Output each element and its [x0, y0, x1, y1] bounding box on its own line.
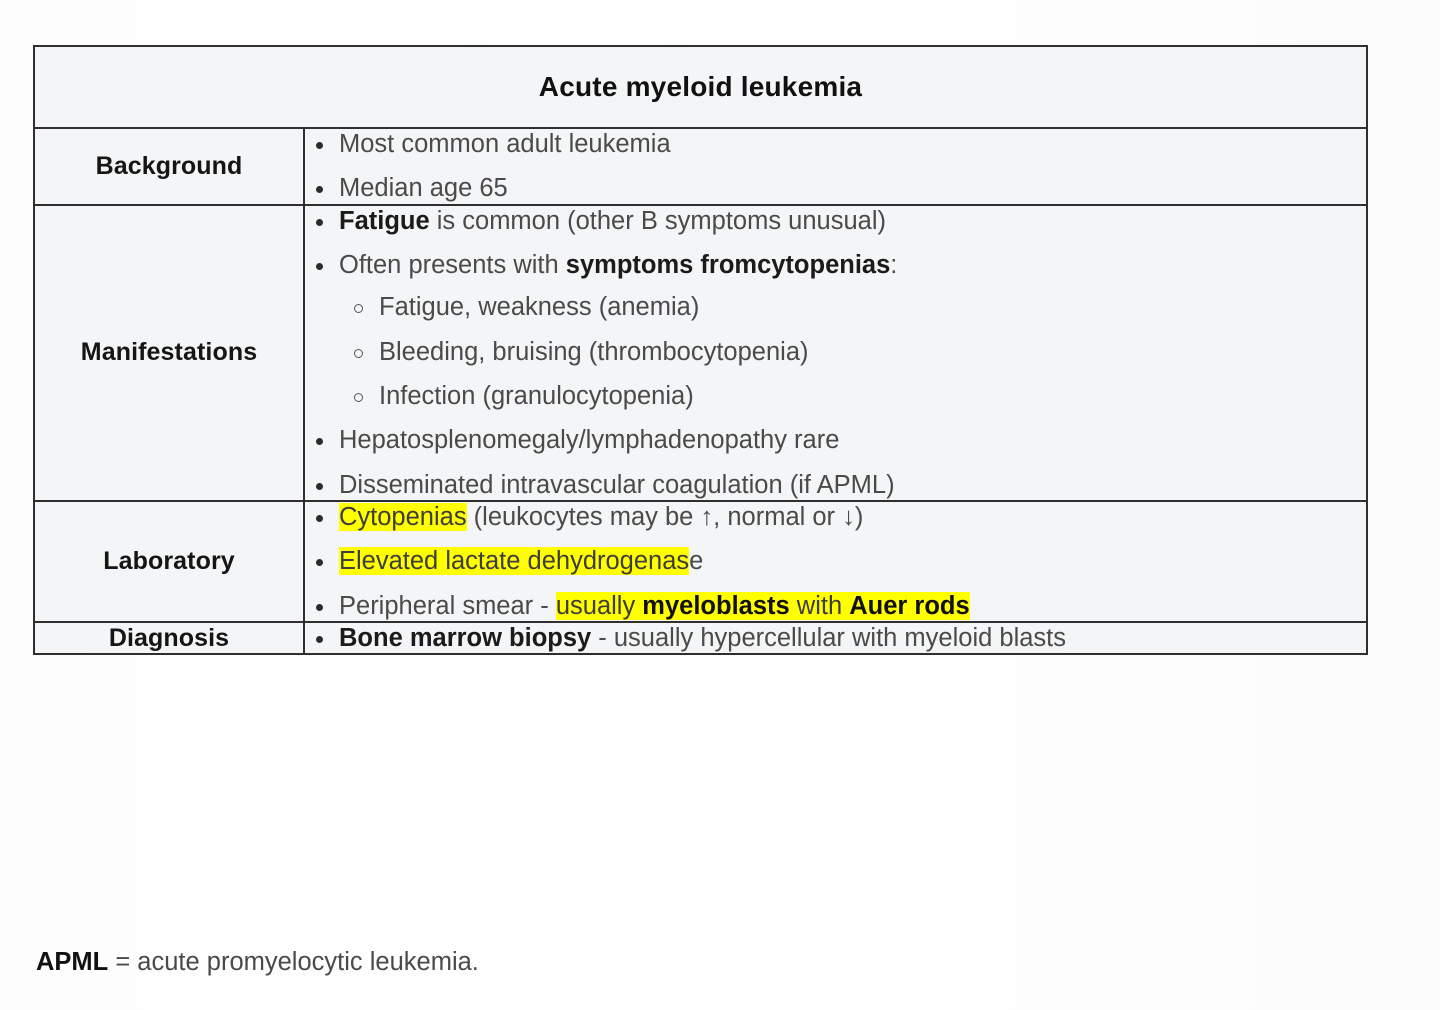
- bullet-text: Disseminated intravascular coagulation (if APML): [339, 470, 895, 499]
- sub-list-item: [339, 337, 1366, 367]
- row-label-manifestations: Manifestations: [34, 205, 304, 501]
- table-row-laboratory: [34, 501, 1367, 622]
- row-label-background: Background: [34, 128, 304, 205]
- highlighted-term-ldh: Elevated lactate dehydrogenas: [339, 547, 690, 576]
- bullet-list-manifestations: [305, 206, 1366, 500]
- highlighted-term-cytopenias: Cytopenias: [339, 503, 467, 532]
- bullet-list-laboratory: [305, 502, 1366, 621]
- bullet-text: Median age 65: [339, 174, 508, 203]
- list-item: [305, 470, 1366, 500]
- table-footnote: [36, 948, 479, 977]
- row-content-manifestations: [304, 205, 1367, 501]
- footnote-definition: = acute promyelocytic leukemia.: [108, 948, 479, 976]
- list-item: [305, 173, 1366, 203]
- highlight-middle: with: [789, 591, 850, 620]
- row-content-laboratory: [304, 501, 1367, 622]
- bullet-list-diagnosis: [305, 623, 1366, 653]
- bullet-list-background: [305, 129, 1366, 204]
- list-item: [305, 425, 1366, 455]
- highlight-prefix: usually: [555, 591, 643, 620]
- bullet-bold-tail: symptoms fromcytopenias: [565, 251, 891, 280]
- row-content-background: [304, 128, 1367, 205]
- sub-list-item: [339, 292, 1366, 322]
- highlighted-phrase-smear: [556, 592, 970, 620]
- bullet-text: Most common adult leukemia: [339, 130, 671, 158]
- list-item: [305, 623, 1366, 653]
- bullet-text: is common (other B symptoms unusual): [429, 206, 886, 235]
- list-item: [305, 250, 1366, 411]
- row-label-diagnosis: Diagnosis: [34, 622, 304, 654]
- row-label-laboratory: Laboratory: [34, 501, 304, 622]
- highlight-bold-myeloblasts: myeloblasts: [642, 591, 790, 620]
- table-row-background: [34, 128, 1367, 205]
- aml-reference-table: [33, 45, 1368, 655]
- table-title-row: [34, 46, 1367, 128]
- bullet-text-after: :: [890, 251, 898, 280]
- highlight-bold-auer-rods: Auer rods: [849, 591, 970, 620]
- sub-bullet-list-cytopenias: [339, 292, 1366, 411]
- bullet-text: - usually hypercellular with myeloid blasts: [591, 624, 1066, 653]
- sub-list-item: [339, 381, 1366, 411]
- bullet-bold-lead: Bone marrow biopsy: [339, 624, 592, 653]
- unhighlighted-tail-char: e: [689, 547, 704, 576]
- bullet-text: Hepatosplenomegaly/lymphadenopathy rare: [339, 426, 840, 455]
- sub-bullet-text: Infection (granulocytopenia): [379, 382, 694, 411]
- list-item: [305, 591, 1366, 621]
- footnote-abbreviation: APML: [36, 948, 109, 976]
- bullet-text: (leukocytes may be ↑, normal or ↓): [466, 503, 864, 532]
- table-row-diagnosis: [34, 622, 1367, 654]
- bullet-text: Often presents with: [339, 251, 566, 280]
- list-item: [305, 502, 1366, 532]
- sub-bullet-text: Fatigue, weakness (anemia): [379, 293, 700, 322]
- row-content-diagnosis: [304, 622, 1367, 654]
- table-row-manifestations: [34, 205, 1367, 501]
- bullet-bold-lead: Fatigue: [339, 206, 430, 235]
- list-item: [305, 546, 1366, 576]
- bullet-text: Peripheral smear -: [339, 591, 556, 620]
- list-item: [305, 129, 1366, 159]
- list-item: [305, 206, 1366, 236]
- sub-bullet-text: Bleeding, bruising (thrombocytopenia): [379, 337, 809, 366]
- page-title: Acute myeloid leukemia: [34, 46, 1367, 128]
